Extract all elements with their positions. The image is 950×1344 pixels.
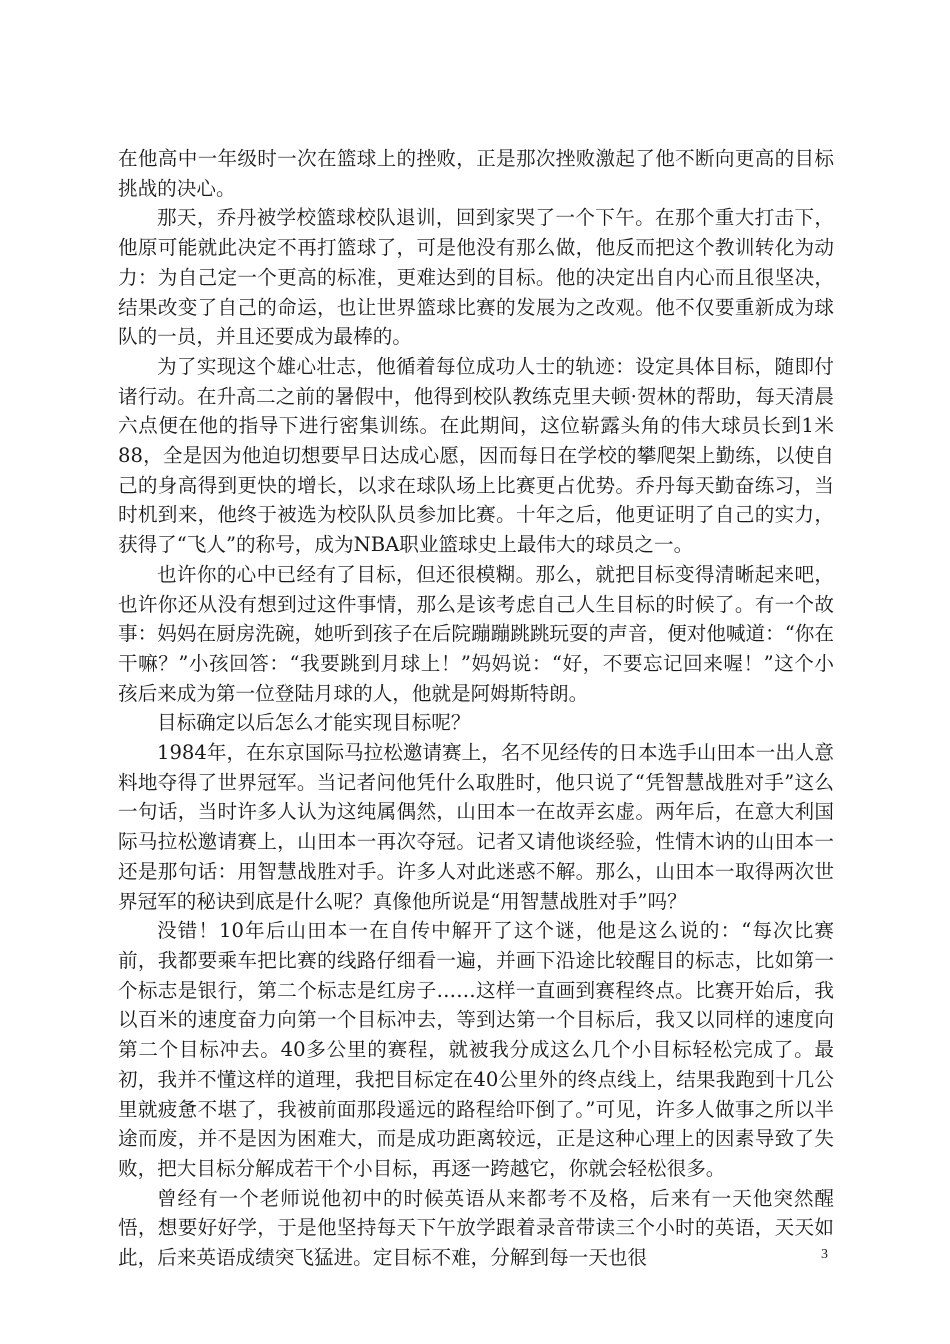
paragraph: 1984年，在东京国际马拉松邀请赛上，名不见经传的日本选手山田本一出人意料地夺得了世界冠军。当记者问他凭什么取胜时，他只说了“凭智慧战胜对手”这么一句话，当时许多人认为这纯属偶然，山田本一在故弄玄虚。两年后，在意大利国际马拉松邀请赛上，山田本一再次夺冠。记者又请他谈经验，性情木讷的山田本一还是那句话：用智慧战胜对手。许多人对此迷惑不解。那么，山田本一取得两次世界冠军的秘诀到底是什么呢？真像他所说是“用智慧战胜对手”吗？ bbox=[118, 741, 834, 913]
paragraph: 也许你的心中已经有了目标，但还很模糊。那么，就把目标变得清晰起来吧，也许你还从没有想到过这件事情，那么是该考虑自己人生目标的时候了。有一个故事：妈妈在厨房洗碗，她听到孩子在后院蹦蹦跳跳玩耍的声音，便对他喊道：“你在干嘛？”小孩回答：“我要跳到月球上！”妈妈说：“好，不要忘记回来喔！”这个小孩后来成为第一位登陆月球的人，他就是阿姆斯特朗。 bbox=[118, 562, 834, 705]
paragraph: 在他高中一年级时一次在篮球上的挫败，正是那次挫败激起了他不断向更高的目标挑战的决心。 bbox=[118, 147, 834, 200]
paragraph: 那天，乔丹被学校篮球校队退训，回到家哭了一个下午。在那个重大打击下，他原可能就此决定不再打篮球了，可是他没有那么做，他反而把这个教训转化为动力：为自己定一个更高的标准，更难达到的目标。他的决定出自内心而且很坚决，结果改变了自己的命运，也让世界篮球比赛的发展为之改观。他不仅要重新成为球队的一员，并且还要成为最棒的。 bbox=[118, 206, 834, 349]
paragraph: 为了实现这个雄心壮志，他循着每位成功人士的轨迹：设定具体目标，随即付诸行动。在升高二之前的暑假中，他得到校队教练克里夫顿·贺林的帮助，每天清晨六点便在他的指导下进行密集训练。在此期间，这位崭露头角的伟大球员长到1米88，全是因为他迫切想要早日达成心愿，因而每日在学校的攀爬架上勤练，以使自己的身高得到更快的增长，以求在球队场上比赛更占优势。乔丹每天勤奋练习，当时机到来，他终于被选为校队队员参加比赛。十年之后，他更证明了自己的实力，获得了“飞人”的称号，成为NBA职业篮球史上最伟大的球员之一。 bbox=[118, 354, 834, 557]
page-number: 3 bbox=[821, 1247, 828, 1262]
paragraph: 目标确定以后怎么才能实现目标呢？ bbox=[157, 711, 471, 735]
body-text bbox=[118, 144, 834, 1273]
paragraph: 曾经有一个老师说他初中的时候英语从来都考不及格，后来有一天他突然醒悟，想要好好学，于是他坚持每天下午放学跟着录音带读三个小时的英语，天天如此，后来英语成绩突飞猛进。定目标不难，分解到每一天也很 bbox=[118, 1186, 834, 1270]
paragraph: 没错！10年后山田本一在自传中解开了这个谜，他是这么说的：“每次比赛前，我都要乘车把比赛的线路仔细看一遍，并画下沿途比较醒目的标志，比如第一个标志是银行，第二个标志是红房子……这样一直画到赛程终点。比赛开始后，我以百米的速度奋力向第一个目标冲去，等到达第一个目标后，我又以同样的速度向第二个目标冲去。40多公里的赛程，就被我分成这么几个小目标轻松完成了。最初，我并不懂这样的道理，我把目标定在40公里外的终点线上，结果我跑到十几公里就疲惫不堪了，我被前面那段遥远的路程给吓倒了。”可见，许多人做事之所以半途而废，并不是因为困难大，而是成功距离较远，正是这种心理上的因素导致了失败，把大目标分解成若干个小目标，再逐一跨越它，你就会轻松很多。 bbox=[118, 919, 834, 1180]
